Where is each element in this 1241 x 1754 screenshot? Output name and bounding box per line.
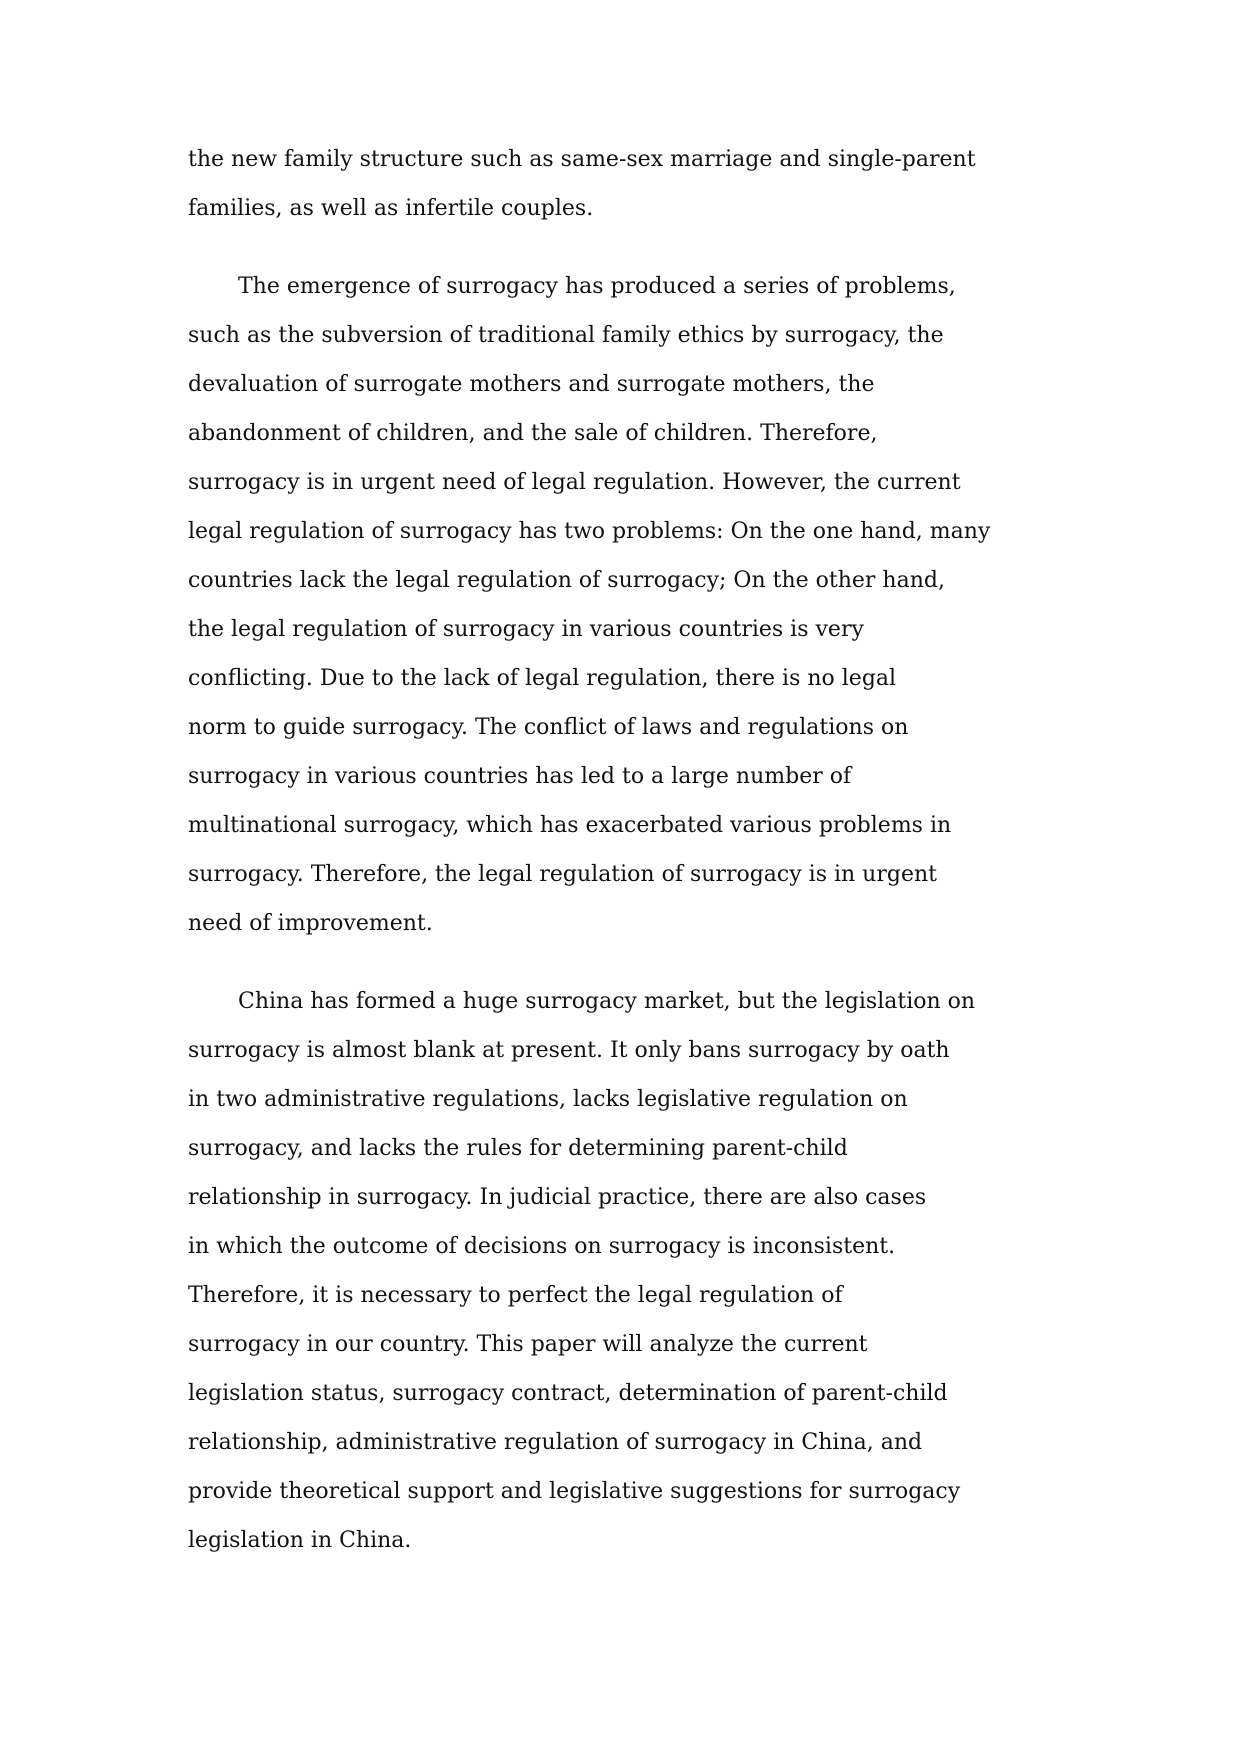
text-line: legal regulation of surrogacy has two problems: On the one hand, many [188,519,991,544]
text-line: multinational surrogacy, which has exacerbated various problems in [188,813,952,838]
text-line: relationship in surrogacy. In judicial practice, there are also cases [188,1185,927,1210]
text-line: surrogacy is in urgent need of legal regulation. However, the current [188,470,961,495]
text-line: in which the outcome of decisions on surrogacy is inconsistent. [188,1234,896,1259]
text-line: devaluation of surrogate mothers and surrogate mothers, the [188,372,875,397]
text-line: surrogacy, and lacks the rules for determining parent-child [188,1136,848,1161]
text-line: provide theoretical support and legislative suggestions for surrogacy [188,1479,961,1504]
text-line: norm to guide surrogacy. The conflict of laws and regulations on [188,715,909,740]
text-line: abandonment of children, and the sale of children. Therefore, [188,421,878,446]
text-line: conflicting. Due to the lack of legal regulation, there is no legal [188,666,897,691]
text-line: countries lack the legal regulation of surrogacy; On the other hand, [188,568,945,593]
text-line: families, as well as infertile couples. [188,196,594,221]
paragraph-2 [188,275,1068,961]
text-line: need of improvement. [188,911,433,936]
text-line: legislation in China. [188,1528,412,1553]
text-line: such as the subversion of traditional family ethics by surrogacy, the [188,323,944,348]
text-line: in two administrative regulations, lacks legislative regulation on [188,1087,908,1112]
body-text [188,148,1068,1578]
text-line: relationship, administrative regulation of surrogacy in China, and [188,1430,923,1455]
text-line: surrogacy in various countries has led to a large number of [188,764,852,789]
paragraph-3 [188,990,1068,1578]
paragraph-gap [188,246,1068,275]
text-line: surrogacy in our country. This paper will analyze the current [188,1332,868,1357]
paragraph-1 [188,148,1068,246]
text-line: surrogacy. Therefore, the legal regulation of surrogacy is in urgent [188,862,937,887]
text-line: China has formed a huge surrogacy market, but the legislation on [238,989,976,1014]
paragraph-gap [188,961,1068,990]
text-line: the legal regulation of surrogacy in various countries is very [188,617,864,642]
text-line: legislation status, surrogacy contract, determination of parent-child [188,1381,948,1406]
text-line: Therefore, it is necessary to perfect the legal regulation of [188,1283,843,1308]
text-line: The emergence of surrogacy has produced a series of problems, [238,274,956,299]
text-line: surrogacy is almost blank at present. It only bans surrogacy by oath [188,1038,950,1063]
text-line: the new family structure such as same-sex marriage and single-parent [188,147,976,172]
